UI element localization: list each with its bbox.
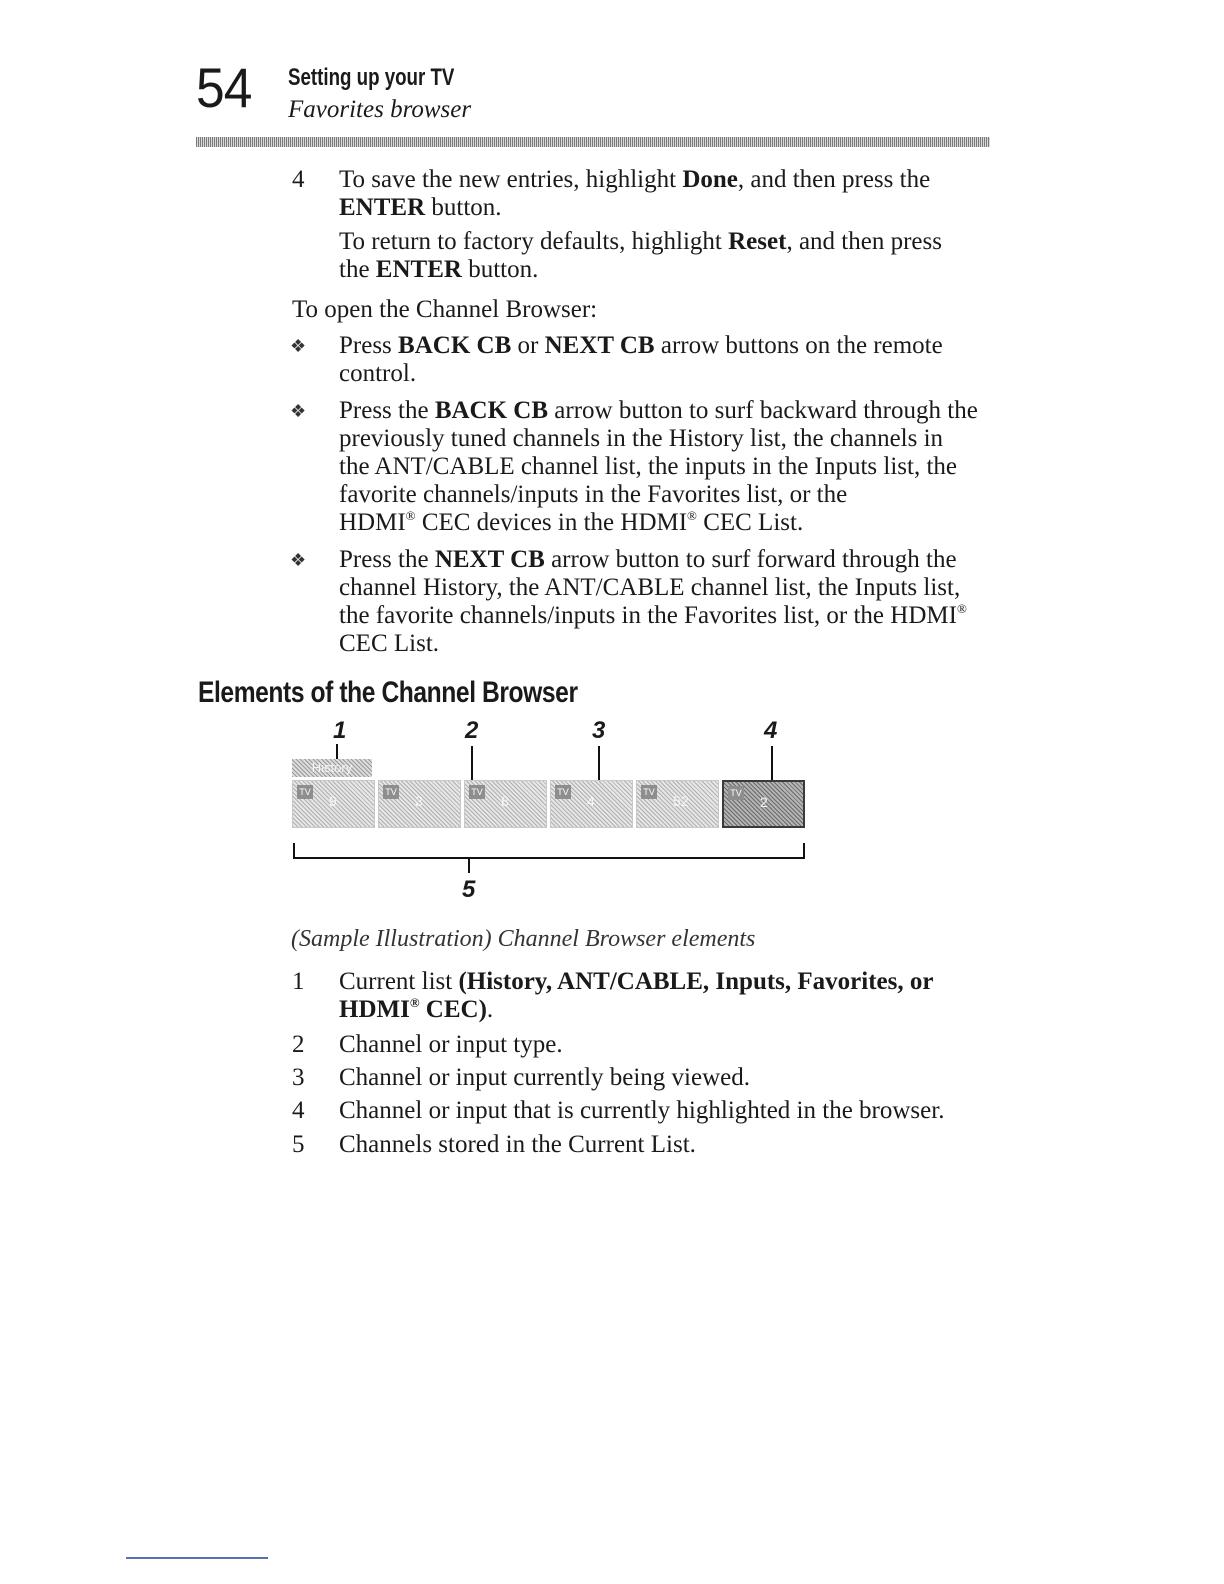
channel-tile [292, 780, 375, 828]
current-list-tab: History [292, 759, 372, 777]
callout-5: 5 [462, 876, 476, 903]
step-number: 4 [292, 166, 305, 193]
channel-number: 4 [587, 793, 595, 809]
open-browser-intro: To open the Channel Browser: [292, 296, 598, 323]
diamond-bullet-icon: ❖ [290, 401, 307, 421]
bullet-3-line-4: CEC List. [339, 630, 440, 657]
channel-number: 2 [760, 794, 768, 810]
bullet-2-line-4: favorite channels/inputs in the Favorites list, or the [339, 481, 848, 508]
tv-input-type-icon: TV [641, 785, 657, 799]
legend-number: 1 [292, 968, 305, 995]
step-4-line-2: ENTER button. [339, 194, 502, 221]
current-list-bracket-right [803, 843, 805, 859]
legend-number: 3 [292, 1064, 305, 1091]
legend-number: 4 [292, 1097, 305, 1124]
channel-number: 3 [415, 793, 423, 809]
step-4-line-3: To return to factory defaults, highlight Reset, and then press [339, 228, 942, 255]
legend-item-1-line-2: HDMI® CEC). [339, 995, 494, 1023]
channel-number: 8 [501, 793, 509, 809]
step-4-line-1: To save the new entries, highlight Done, and then press the [339, 166, 931, 193]
legend-item-5: Channels stored in the Current List. [339, 1131, 696, 1158]
callout-3: 3 [592, 717, 606, 744]
channel-number: 52 [673, 793, 689, 809]
bullet-2-line-5: HDMI® CEC devices in the HDMI® CEC List. [339, 508, 804, 536]
legend-item-3: Channel or input currently being viewed. [339, 1064, 750, 1091]
channel-number: 9 [329, 793, 337, 809]
step-4-line-4: the ENTER button. [339, 256, 539, 283]
figure-caption: (Sample Illustration) Channel Browser elements [291, 926, 756, 952]
callout-3-leader [598, 746, 600, 780]
callout-1-leader [336, 744, 338, 760]
channel-tile [464, 780, 547, 828]
callout-4-leader [771, 746, 773, 780]
callout-2: 2 [465, 717, 479, 744]
section-subtitle: Favorites browser [288, 96, 472, 123]
channel-tile-highlighted [722, 780, 805, 828]
tv-input-type-icon: TV [555, 785, 571, 799]
channel-tile [636, 780, 719, 828]
tv-input-type-icon: TV [728, 786, 744, 800]
channel-tile [550, 780, 633, 828]
legend-item-4: Channel or input that is currently highlighted in the browser. [339, 1097, 945, 1124]
section-heading: Elements of the Channel Browser [198, 676, 578, 709]
footer-divider [126, 1557, 268, 1559]
bullet-1-line-2: control. [339, 360, 417, 387]
header-divider [196, 137, 990, 147]
tv-input-type-icon: TV [469, 785, 485, 799]
channel-tile [378, 780, 461, 828]
callout-1: 1 [333, 717, 347, 744]
bullet-2-line-2: previously tuned channels in the History list, the channels in [339, 425, 944, 452]
legend-number: 2 [292, 1031, 305, 1058]
bullet-3-line-2: channel History, the ANT/CABLE channel list, the Inputs list, [339, 574, 961, 601]
callout-5-leader [468, 859, 470, 873]
page-number: 54 [196, 56, 252, 119]
tv-input-type-icon: TV [297, 785, 313, 799]
bullet-2-line-3: the ANT/CABLE channel list, the inputs in the Inputs list, the [339, 453, 957, 480]
tv-input-type-icon: TV [383, 785, 399, 799]
bullet-1-line-1: Press BACK CB or NEXT CB arrow buttons on the remote [339, 332, 943, 359]
legend-item-1-line-1: Current list (History, ANT/CABLE, Inputs, Favorites, or [339, 968, 934, 995]
chapter-title: Setting up your TV [288, 64, 455, 91]
callout-4: 4 [764, 717, 778, 744]
legend-number: 5 [292, 1131, 305, 1158]
diamond-bullet-icon: ❖ [290, 336, 307, 356]
current-list-bracket [293, 857, 805, 859]
bullet-2-line-1: Press the BACK CB arrow button to surf backward through the [339, 397, 978, 424]
callout-2-leader [471, 746, 473, 780]
bullet-3-line-3: the favorite channels/inputs in the Favorites list, or the HDMI® [339, 601, 967, 629]
legend-item-2: Channel or input type. [339, 1031, 563, 1058]
bullet-3-line-1: Press the NEXT CB arrow button to surf forward through the [339, 546, 957, 573]
diamond-bullet-icon: ❖ [290, 550, 307, 570]
